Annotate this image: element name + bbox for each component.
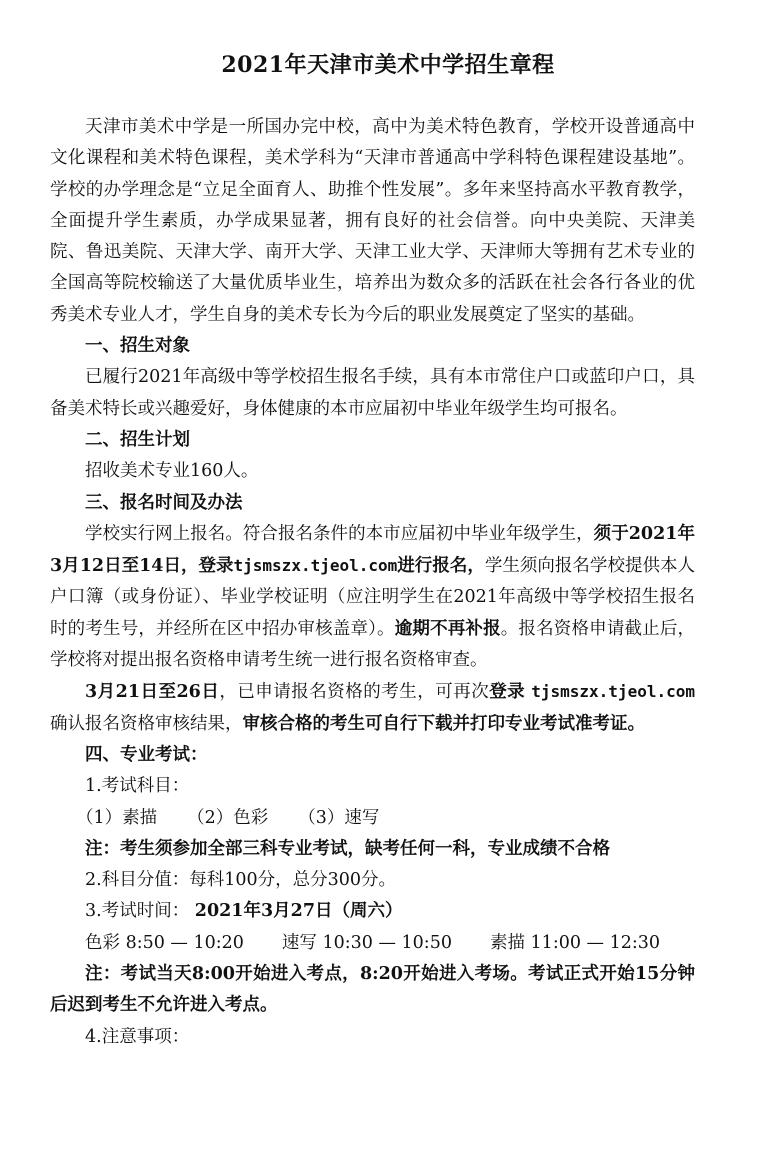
schedule-quick-sketch: 速写 10:30 — 10:50 — [281, 932, 452, 953]
exam-subjects-list — [50, 803, 695, 834]
subject-color: （2）色彩 — [187, 807, 269, 828]
enrollment-target-text: 已履行2021年高级中等学校招生报名手续，具有本市常住户口或蓝印户口，具备美术特长或兴趣爱好，身体健康的本市应届初中毕业年级学生均可报名。 — [50, 367, 695, 419]
section-heading-registration: 三、报名时间及办法 — [85, 492, 243, 513]
exam-subjects-label: 1.考试科目： — [85, 776, 190, 797]
confirmation-dates: 3月21日至26日 — [85, 682, 220, 703]
confirmation-text-b: ，已申请报名资格的考生，可再次 — [219, 682, 490, 703]
subject-quick-sketch: （3）速写 — [298, 807, 380, 828]
document-body — [50, 112, 695, 1053]
exam-note-1: 注：考生须参加全部三科专业考试，缺考任何一科，专业成绩不合格 — [85, 838, 610, 859]
registration-url-link[interactable]: tjsmszx.tjeol.com — [233, 556, 398, 576]
schedule-color: 色彩 8:50 — 10:20 — [85, 932, 244, 953]
registration-paragraph-1 — [50, 519, 695, 676]
section-heading-enrollment-target: 一、招生对象 — [85, 336, 190, 357]
page-title: 2021年天津市美术中学招生章程 — [221, 52, 555, 78]
exam-scoring: 2.科目分值：每科100分，总分300分。 — [85, 870, 396, 891]
registration-text-a: 学校实行网上报名。符合报名条件的本市应届初中毕业年级学生， — [85, 523, 594, 544]
confirmation-url-link[interactable]: tjsmszx.tjeol.com — [531, 682, 695, 702]
exam-date: 2021年3月27日（周六） — [194, 901, 403, 922]
registration-paragraph-2 — [50, 676, 695, 740]
registration-text-c: 进行报名， — [397, 556, 485, 577]
exam-time-line — [50, 896, 695, 927]
admission-ticket-notice: 审核合格的考生可自行下载并打印专业考试准考证。 — [242, 713, 645, 734]
exam-precautions-label: 4.注意事项： — [85, 1026, 190, 1047]
schedule-sketch: 素描 11:00 — 12:30 — [489, 932, 661, 953]
late-registration-notice: 逾期不再补报 — [394, 618, 501, 639]
section-heading-exam: 四、专业考试： — [85, 744, 208, 765]
subject-sketch: （1）素描 — [76, 807, 158, 828]
exam-schedule — [50, 928, 695, 959]
registration-deadline: 须于2021年3月12日至14日，登录 — [50, 523, 695, 577]
section-heading-enrollment-plan: 二、招生计划 — [85, 429, 190, 450]
enrollment-plan-text: 招收美术专业160人。 — [85, 461, 259, 482]
registration-text-d: 学生须向报名学校提供本人户口簿（或身份证）、毕业学校证明（应注明学生在2021年高级中等学校招生报名时的考生号，并经所在区中招办审核盖章）。 — [50, 556, 695, 639]
registration-text-f: 。报名资格申请截止后，学校将对提出报名资格申请考生统一进行报名资格审查。 — [50, 618, 696, 671]
exam-note-2: 注：考试当天8:00开始进入考点，8:20开始进入考场。考试正式开始15分钟后迟到考生不允许进入考点。 — [50, 964, 695, 1016]
confirmation-text-d: 确认报名资格审核结果， — [50, 713, 243, 734]
intro-paragraph: 天津市美术中学是一所国办完中校，高中为美术特色教育，学校开设普通高中文化课程和美术特色课程，美术学科为“天津市普通高中学科特色课程建设基地”。学校的办学理念是“立足全面育人、助推个性发展”。多年来坚持高水平教育教学，全面提升学生素质，办学成果显著，拥有良好的社会信誉。向中央美院、天津美院、鲁迅美院、天津大学、南开大学、天津工业大学、天津师大等拥有艺术专业的全国高等院校输送了大量优质毕业生，培养出为数众多的活跃在社会各行各业的优秀美术专业人才，学生自身的美术专长为今后的职业发展奠定了坚实的基础。 — [50, 117, 695, 325]
exam-time-label: 3.考试时间： — [85, 901, 190, 922]
confirmation-login: 登录 — [489, 682, 526, 703]
